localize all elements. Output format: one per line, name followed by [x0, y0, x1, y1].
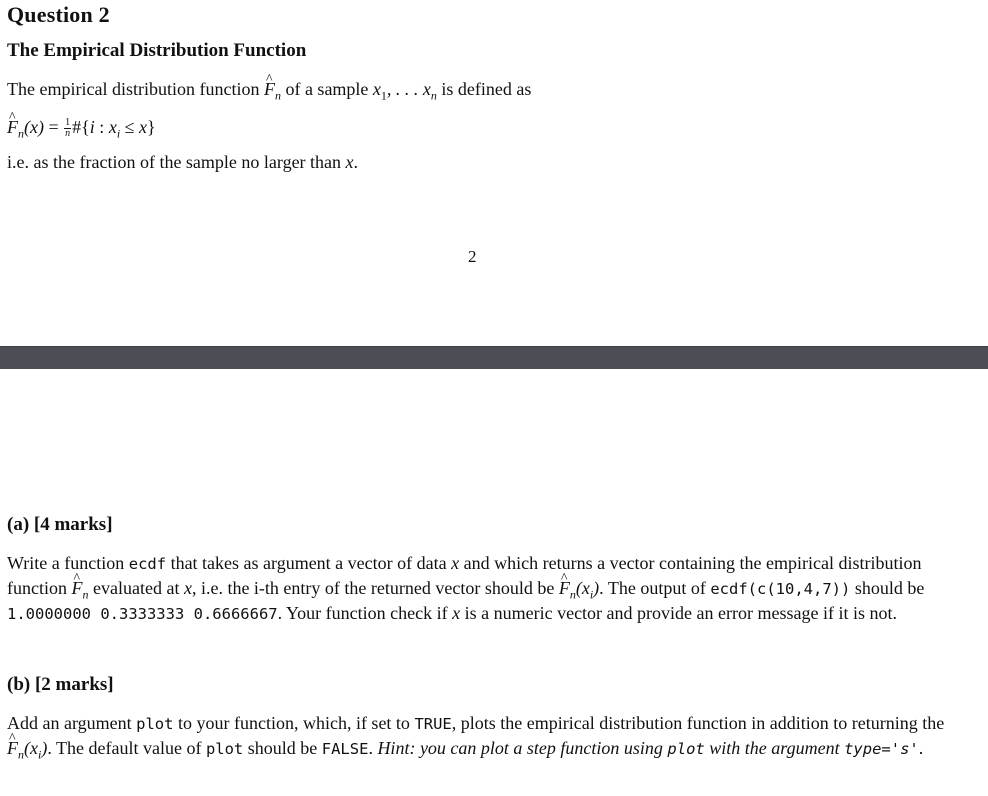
hint-func-code: plot: [667, 740, 705, 758]
page-number: 2: [468, 247, 477, 266]
part-a-heading: [7, 514, 948, 536]
section-subtitle: The Empirical Distribution Function: [7, 40, 307, 61]
intro-prefix: The empirical distribution function: [7, 79, 260, 99]
part-b-marks: [2 marks]: [34, 674, 114, 695]
part-a-label: (a): [7, 514, 30, 535]
example-call-code: ecdf(c(10,4,7)): [710, 580, 851, 598]
definition-note: i.e. as the fraction of the sample no larger than x.: [7, 152, 359, 172]
question-title: Question 2: [7, 2, 110, 27]
part-a-paragraph: Write a function ecdf that takes as argument a vector of data x and which returns a vector containing the empirical distribution function ^ $F_n$ evaluated at x, i.e. the i-th entry of the returned vector should be ^ $F_n(x_i)$. The output of ecdf(c(10,4,7)) should be 1.0000000 0.3333333 0.6666667. Your function check if x is a numeric vector and provide an error message if it is not.: [7, 551, 948, 626]
hint-label: Hint:: [377, 738, 416, 758]
definition-formula: ^ $F_n(x)$ = $\frac{1}{n}$ #{i : $x_i \le x$}: [7, 115, 948, 139]
intro-mid: of a sample: [285, 79, 369, 99]
page-break-divider: [0, 346, 988, 369]
part-b-heading: [7, 674, 948, 696]
true-value-code: TRUE: [414, 715, 452, 733]
func-name-code: ecdf: [128, 555, 167, 573]
part-b-paragraph: Add an argument plot to your function, which, if set to TRUE, plots the empirical distribution function in addition to returning the ^ $F_n(x_i)$. The default value of plot should be FALSE. Hint: you can plot a step function using plot with the argument type='s'.: [7, 711, 948, 761]
plot-arg-code: plot: [136, 715, 174, 733]
hint-arg-code: type='s': [844, 740, 919, 758]
intro-paragraph: [7, 77, 948, 101]
one-over-n-fraction: $\frac{1}{n}$: [65, 117, 71, 140]
sample-symbol: $x_1$, . . . $x_n$: [372, 79, 437, 103]
part-a-marks: [4 marks]: [33, 514, 113, 535]
example-output-code: 1.0000000 0.3333333 0.6666667: [7, 605, 278, 623]
plot-arg-code-2: plot: [205, 740, 244, 758]
part-b-label: (b): [7, 674, 31, 695]
intro-suffix: is defined as: [441, 79, 532, 99]
fn-hat-symbol: ^ $F_n$: [264, 79, 281, 99]
false-value-code: FALSE: [321, 740, 369, 758]
